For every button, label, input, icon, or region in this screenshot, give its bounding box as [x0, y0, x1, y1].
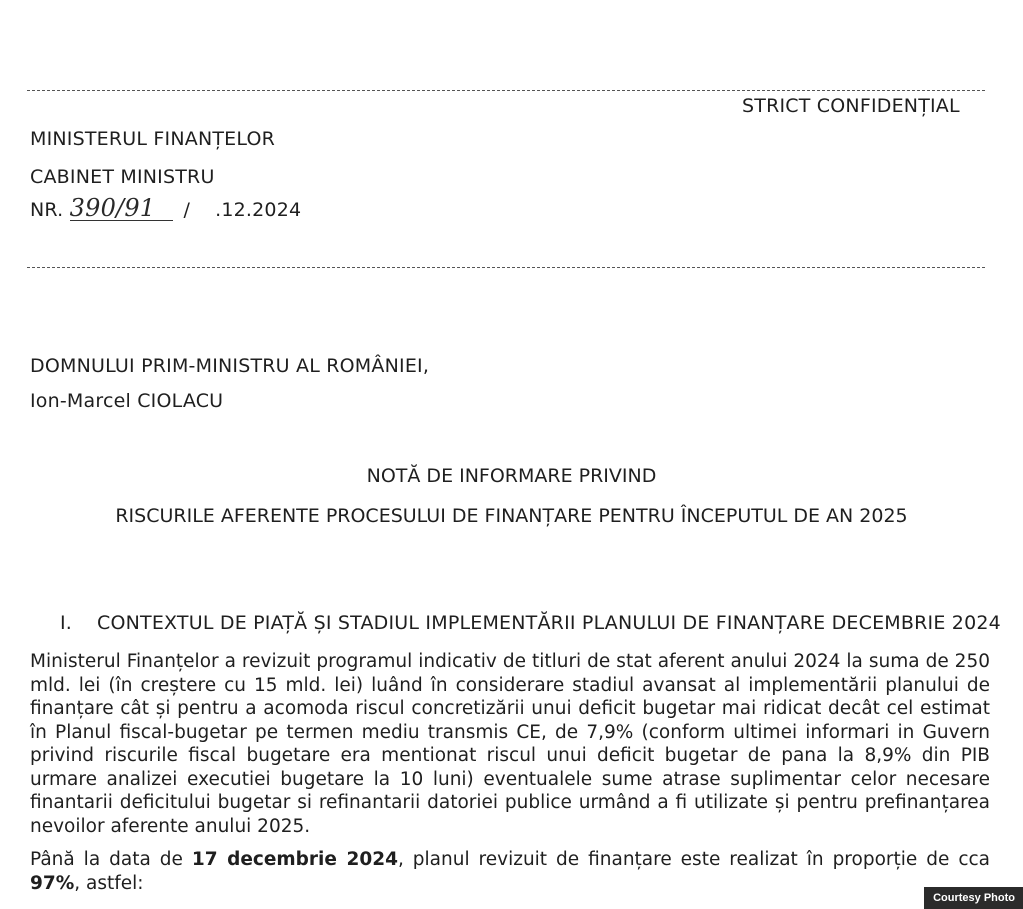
paragraph-progress — [30, 848, 990, 895]
section-heading: CONTEXTUL DE PIAȚĂ ȘI STADIUL IMPLEMENTĂRII PLANULUI DE FINANȚARE DECEMBRIE 2024 — [97, 612, 1001, 634]
document-title-line2: RISCURILE AFERENTE PROCESULUI DE FINANȚARE PENTRU ÎNCEPUTUL DE AN 2025 — [115, 505, 908, 527]
header-divider — [27, 267, 985, 268]
cabinet-name: CABINET MINISTRU — [30, 166, 215, 188]
addressee-name: Ion-Marcel CIOLACU — [30, 390, 224, 412]
handwritten-number: 390/91 — [70, 196, 174, 221]
p2-middle: , planul revizuit de finanțare este realizat în proporție de cca — [397, 849, 990, 870]
p2-date: 17 decembrie 2024 — [191, 849, 398, 870]
addressee-title: DOMNULUI PRIM-MINISTRU AL ROMÂNIEI, — [30, 355, 430, 377]
p2-end: , astfel: — [74, 872, 144, 894]
section-number: I. — [60, 612, 73, 634]
ministry-name: MINISTERUL FINANȚELOR — [30, 128, 276, 150]
p2-percent: 97% — [30, 872, 75, 894]
registration-number — [30, 196, 301, 221]
photo-credit-badge: Courtesy Photo — [924, 887, 1023, 909]
date-suffix: / .12.2024 — [183, 199, 302, 221]
p2-start: Până la data de — [30, 849, 192, 870]
top-divider — [27, 90, 985, 91]
classification-label: STRICT CONFIDENȚIAL — [742, 95, 960, 117]
paragraph-financing-plan: Ministerul Finanțelor a revizuit programul indicativ de titluri de stat aferent anului 2024 la suma de 250 mld. lei (în creștere cu 15 mld. lei) luând în considerare stadiul avansat al implementării planului de finanțare cât și pentru a acomoda riscul concretizării unui deficit bugetar mai ridicat decât cel estimat în Planul fiscal-bugetar pe termen mediu transmis CE, de 7,9% (conform ultimei informari in Guvern privind riscurile fiscal bugetare era mentionat riscul unui deficit bugetar de pana la 8,9% din PIB urmare analizei executiei bugetare la 10 luni) eventualele sume atrase suplimentar celor necesare finantarii deficitului bugetar si refinantarii datoriei publice urmând a fi utilizate și pentru prefinanțarea nevoilor aferente anului 2025. — [30, 651, 990, 837]
document-title-line1: NOTĂ DE INFORMARE PRIVIND — [366, 465, 657, 487]
nr-label: NR. — [30, 199, 64, 221]
